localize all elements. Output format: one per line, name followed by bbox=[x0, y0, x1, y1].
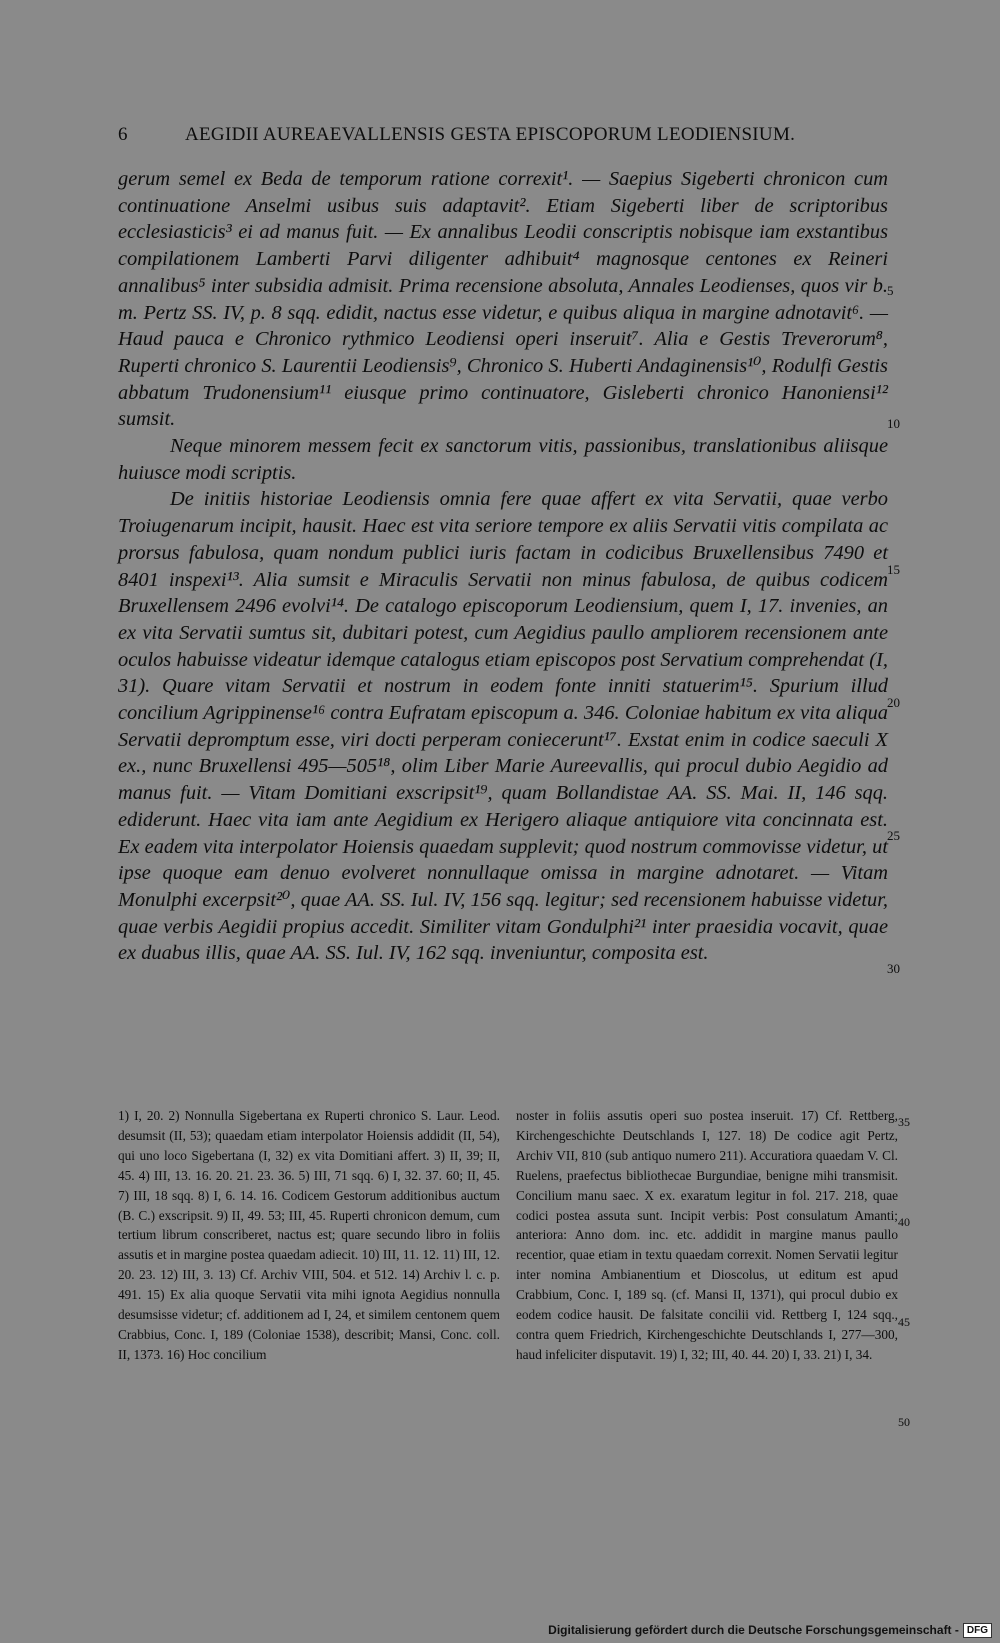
line-number: 10 bbox=[887, 416, 900, 431]
line-number: 25 bbox=[887, 828, 900, 843]
footnotes-left-text: 1) I, 20. 2) Nonnulla Sigebertana ex Ruperti chronico S. Laur. Leod. desumsit (II, 53); quaedam etiam interpolator Hoiensis addidit (II, 54), qui uno loco Sigebertana (I, 32) ex vita Domitiani affert. 3) II, 39; II, 45. 4) III, 13. 16. 20. 21. 23. 36. 5) III, 71 sqq. 6) I, 32. 37. 60; II, 45. 7) III, 18 sqq. 8) I, 6. 14. 16. Codicem Gestorum additionibus auctum (B. C.) exscripsit. 9) II, 49. 53; III, 45. Ruperti chronicon demum, cum tertium librum conscriberet, nactus est; quare secundo libro in foliis assutis et in margine postea quaedam adiecit. 10) III, 11. 12. 11) III, 12. 20. 23. 12) III, 3. 13) Cf. Archiv VIII, 504. et 512. 14) Archiv l. c. p. 491. 15) Ex alia quoque Servatii vita mihi ignota Aegidius nonnulla desumsisse videtur; cf. additionem ad I, 24, et similem centonem quem Crabbius, Conc. I, 189 (Coloniae 1538), describit; Mansi, Conc. coll. II, 1373. 16) Hoc concilium bbox=[118, 1108, 500, 1362]
credit-text: Digitalisierung gefördert durch die Deutsche Forschungsgemeinschaft - bbox=[548, 1623, 959, 1637]
paragraph-sources: gerum semel ex Beda de temporum ratione correxit¹. — Saepius Sigeberti chronicon cum continuatione Anselmi usibus suis adaptavit². Etiam Sigeberti liber de scriptoribus ecclesiasticis³ ei ad manus fuit. — Ex annalibus Leodii conscriptis nobisque iam exstantibus compilationem Lamberti Parvi diligenter adhibuit⁴ magnosque centones ex Reineri annalibus⁵ inter subsidia admisit. Prima recensione absoluta, Annales Leodienses, quos vir b. m. Pertz SS. IV, p. 8 sqq. edidit, nactus esse videtur, e quibus aliqua in margine adnotavit⁶. — Haud pauca e Chronico rythmico Leodiensi operi inseruit⁷. Alia e Gestis Treverorum⁸, Ruperti chronico S. Laurentii Leodiensis⁹, Chronico S. Huberti Andaginensis¹⁰, Rodulfi Gestis abbatum Trudonensium¹¹ eiusque primo continuatore, Gisleberti chronico Hanoniensi¹² sumsit. bbox=[118, 168, 888, 431]
running-title: AEGIDII AUREAEVALLENSIS GESTA EPISCOPORUM LEODIENSIUM. bbox=[185, 124, 796, 145]
page-number: 6 bbox=[118, 124, 128, 145]
paragraph-vitae: Neque minorem messem fecit ex sanctorum vitis, passionibus, translationibus aliisque huiusce modi scriptis. bbox=[118, 435, 888, 484]
line-number: 20 bbox=[887, 695, 900, 710]
footnotes-right-column bbox=[516, 1106, 898, 1365]
footnotes-right-text: noster in foliis assutis operi suo postea inseruit. 17) Cf. Rettberg, Kirchengeschichte Deutschlands I, 127. 18) De codice agit Pertz, Archiv VII, 810 (sub antiquo numero 211). Accuratiora quaedam V. Cl. Ruelens, praefectus bibliothecae Burgundiae, benigne mihi transmisit. Concilium manu saec. X ex. exaratum legitur in fol. 217. 218, quae codici postea assuta sunt. Incipit verbis: Post consulatum Amanti; anteriora: Anno dom. inc. etc. addidit in margine manus paullo recentior, quae etiam in textu quaedam correxit. Nomen Servatii legitur inter nomina Ambianentium et Dioscolus, ut editum est apud Crabbium, Conc. I, 189 sq. (cf. Mansi II, 1371), qui procul dubio ex eodem codice hausit. De falsitate concilii vid. Rettberg I, 124 sqq., contra quem Friedrich, Kirchengeschichte Deutschlands I, 277—300, haud infeliciter disputavit. 19) I, 32; III, 40. 44. 20) I, 33. 21) I, 34. bbox=[516, 1108, 898, 1362]
line-number: 15 bbox=[887, 562, 900, 577]
footnotes-left-column bbox=[118, 1106, 500, 1365]
main-text bbox=[118, 166, 888, 967]
dfg-logo: DFG bbox=[963, 1623, 992, 1638]
line-number: 5 bbox=[887, 283, 894, 298]
line-number: 30 bbox=[887, 961, 900, 976]
footnote-line-number: 50 bbox=[898, 1415, 910, 1429]
footnote-line-number: 40 bbox=[898, 1215, 910, 1229]
footnote-line-number: 35 bbox=[898, 1115, 910, 1129]
paragraph-servatius: De initiis historiae Leodiensis omnia fere quae affert ex vita Servatii, quae verbo Troiugenarum incipit, hausit. Haec est vita seriore tempore ex aliis Servatii vitis compilata ac prorsus fabulosa, quam nondum publici iuris factam in codicibus Bruxellensibus 7490 et 8401 inspexi¹³. Alia sumsit e Miraculis Servatii non minus fabulosa, de quibus codicem Bruxellensem 2496 evolvi¹⁴. De catalogo episcoporum Leodiensium, quem I, 17. invenies, an ex vita Servatii sumtus sit, dubitari potest, cum Aegidius paullo ampliorem recensionem ante oculos habuisse videatur idemque catalogus etiam episcopos post Servatium comprehendat (I, 31). Quare vitam Servatii et nostrum in eodem fonte inniti statuerim¹⁵. Spurium illud concilium Agrippinense¹⁶ contra Eufratam episcopum a. 346. Coloniae habitum ex vita aliqua Servatii depromptum esse, viri docti perperam coniecerunt¹⁷. Exstat enim in codice saeculi X ex., nunc Bruxellensi 495—505¹⁸, olim Liber Marie Aureevallis, qui procul dubio Aegidio ad manus fuit. — Vitam Domitiani exscripsit¹⁹, quam Bollandistae AA. SS. Mai. II, 146 sqq. ediderunt. Haec vita iam ante Aegidium ex Herigero aliaque antiquiore vita concinnata est. Ex eadem vita interpolator Hoiensis quaedam supplevit; quod nostrum commovisse videtur, ut ipse quoque eam denuo evolveret nonnullaque omissa in margine adnotaret. — Vitam Monulphi excerpsit²⁰, quae AA. SS. Iul. IV, 156 sqq. legitur; sed recensionem habuisse videtur, quae verbis Aegidii propius accedit. Similiter vitam Gondulphi²¹ inter praesidia vocavit, quae ex duabus illis, quae AA. SS. Iul. IV, 162 sqq. inveniuntur, composita est. bbox=[118, 488, 888, 965]
footnote-line-number: 45 bbox=[898, 1315, 910, 1329]
digitization-credit bbox=[548, 1621, 992, 1639]
